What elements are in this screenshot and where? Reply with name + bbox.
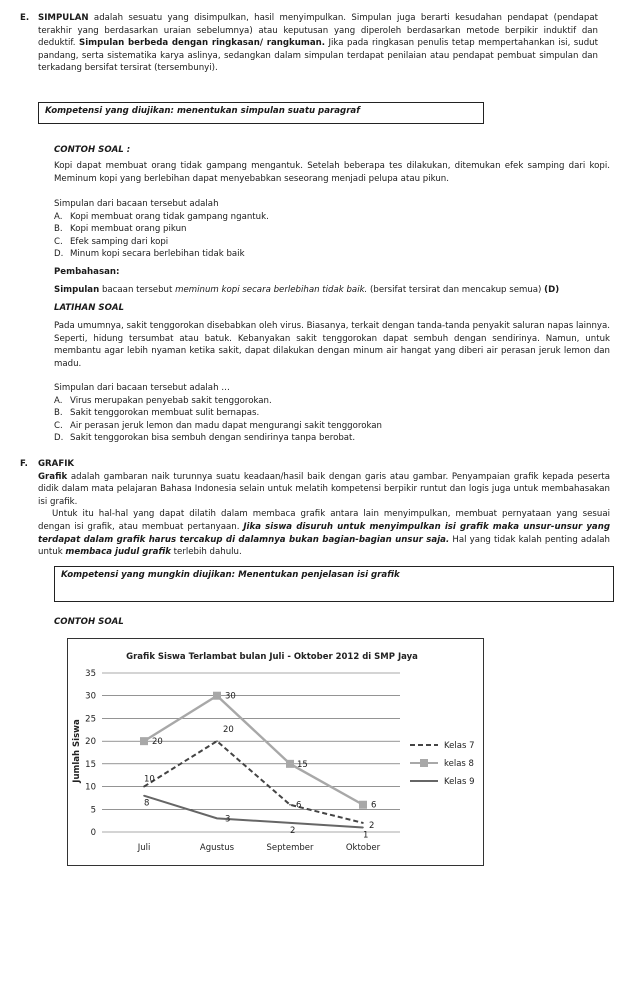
data-label: 6 [296, 800, 302, 811]
paragraph-text: adalah sesuatu yang disimpulkan, hasil menyimpulkan. Simpulan juga berarti kesudahan pendapat (pendapat terakhir yang berdasarkan uraian sebelumnya) atau keputusan yang diperoleh berdasarkan metode berpikir induktif dan deduktif. [38, 13, 598, 49]
data-point [362, 827, 364, 829]
option-text: Sakit tenggorokan membuat sulit bernapas. [70, 408, 260, 419]
section-e [20, 12, 598, 75]
option-item [54, 432, 610, 445]
y-tick-label: 10 [85, 782, 96, 793]
data-point [362, 822, 364, 824]
kompetensi-text: Kompetensi yang diujikan: menentukan simpulan suatu paragraf [45, 106, 360, 116]
option-letter: C. [54, 420, 63, 431]
option-item [54, 395, 610, 408]
x-tick-label: September [266, 843, 314, 853]
paragraph-text: Jika pada ringkasan penulis tetap mempertahankan isi, sudut pandang, serta sistematika karya aslinya, sedangkan dalam simpulan terdapat penilaian atau pendapat pembuat simpulan dan terkadang bersifat tersirat (tersembunyi). [38, 38, 598, 74]
series-line-kelas-7 [144, 741, 363, 823]
kompetensi-box-f [54, 566, 614, 602]
grid-layer [85, 669, 400, 853]
chart-frame [67, 638, 484, 866]
data-point-marker [286, 760, 294, 768]
kompetensi-box-e [38, 102, 484, 124]
y-axis-label: Jumlah Siswa [72, 719, 82, 783]
question-text: Simpulan dari bacaan tersebut adalah … [54, 383, 230, 393]
series-line-kelas-8 [144, 696, 363, 805]
kompetensi-text: Kompetensi yang mungkin diujikan: Menentukan penjelasan isi grafik [61, 570, 400, 580]
data-label: 2 [290, 825, 296, 836]
paragraph-text: Hal yang tidak kalah penting adalah untuk [38, 534, 610, 558]
option-item [54, 420, 610, 433]
option-text: Efek samping dari kopi [70, 236, 169, 247]
data-label: 6 [371, 800, 377, 811]
contoh-text: Kopi dapat membuat orang tidak gampang mengantuk. Setelah beberapa tes dilakukan, ditemukan efek samping dari kopi. Meminum kopi yang berlebihan dapat menyebabkan seseorang menjadi pelupa atau pikun. [54, 161, 610, 184]
option-item [54, 211, 610, 224]
legend-layer [410, 741, 475, 787]
contoh-heading: CONTOH SOAL : [54, 145, 131, 155]
option-item [54, 248, 610, 261]
pembahasan-italic: meminum kopi secara berlebihan tidak baik. [175, 285, 368, 295]
legend-marker [420, 759, 428, 767]
option-text: Sakit tenggorokan bisa sembuh dengan sendirinya tanpa berobat. [70, 433, 356, 444]
y-tick-label: 15 [85, 759, 96, 770]
option-letter: C. [54, 236, 63, 247]
option-letter: B. [54, 408, 63, 419]
chart-title: Grafik Siswa Terlambat bulan Juli - Oktober 2012 di SMP Jaya [126, 652, 418, 662]
option-letter: B. [54, 224, 63, 235]
options-list [54, 395, 610, 445]
data-point [143, 786, 145, 788]
grafik-paragraph-1 [38, 471, 610, 509]
section-title: GRAFIK [38, 459, 75, 469]
option-text: Air perasan jeruk lemon dan madu dapat mengurangi sakit tenggorokan [70, 420, 383, 431]
data-label: 30 [225, 691, 236, 702]
option-letter: D. [54, 249, 64, 260]
paragraph-text: terlebih dahulu. [170, 547, 242, 558]
x-tick-label: Juli [137, 843, 151, 853]
paragraph-bold: Grafik [38, 471, 68, 482]
x-tick-label: Oktober [345, 843, 381, 853]
y-tick-label: 20 [85, 737, 96, 748]
legend-label: Kelas 7 [444, 741, 475, 751]
data-label: 15 [297, 759, 308, 770]
data-point [289, 822, 291, 824]
legend-label: Kelas 9 [444, 777, 475, 787]
paragraph-bold-italic: Jika siswa disuruh untuk menyimpulkan isi grafik maka unsur-unsur yang terdapat dalam grafik harus tercakup di dalamnya bukan bagian-bagian unsur saja. [38, 521, 611, 545]
contoh-heading-f: CONTOH SOAL [54, 617, 124, 627]
data-label: 2 [369, 820, 375, 831]
option-item [54, 407, 610, 420]
option-letter: A. [54, 211, 63, 222]
data-point-marker [213, 692, 221, 700]
y-tick-label: 35 [85, 669, 96, 679]
y-tick-label: 25 [85, 714, 96, 725]
x-tick-label: Agustus [199, 843, 235, 853]
option-text: Virus merupakan penyebab sakit tenggorokan. [70, 395, 272, 406]
option-letter: A. [54, 395, 63, 406]
y-tick-label: 30 [85, 691, 96, 702]
y-tick-label: 5 [90, 805, 96, 816]
data-point [289, 804, 291, 806]
data-label: 8 [144, 798, 150, 809]
question-text: Simpulan dari bacaan tersebut adalah [54, 199, 219, 209]
simpulan-paragraph [38, 12, 598, 75]
pembahasan-answer: (D) [544, 285, 560, 295]
series-line-kelas-9 [144, 796, 363, 828]
pembahasan-end: (bersifat tersirat dan mencakup semua) [367, 285, 545, 295]
latihan-question-block [54, 382, 610, 445]
data-point [216, 740, 218, 742]
contoh-question-block [54, 198, 610, 261]
data-point-marker [140, 737, 148, 745]
grafik-paragraph-2 [38, 508, 610, 558]
option-text: Minum kopi secara berlebihan tidak baik [70, 249, 245, 260]
option-text: Kopi membuat orang tidak gampang ngantuk. [70, 211, 269, 222]
pembahasan-heading: Pembahasan: [54, 267, 120, 277]
paragraph-text: Untuk itu hal-hal yang dapat dilatih dalam membaca grafik antara lain menyimpulkan, membuat pernyataan yang sesuai dengan isi grafik, atau membuat pertanyaan. [38, 509, 610, 532]
paragraph-text: adalah gambaran naik turunnya suatu keadaan/hasil baik dengan garis atau gambar. Penyampaian grafik kepada peserta didik dalam mata pelajaran Bahasa Indonesia selain untuk melatih kompetensi berpikir runtut dan logis juga untuk membahasakan isi grafik. [38, 471, 610, 507]
data-label: 10 [144, 774, 155, 785]
data-point-marker [359, 801, 367, 809]
latihan-text: Pada umumnya, sakit tenggorokan disebabkan oleh virus. Biasanya, terkait dengan tanda-tanda penyakit saluran napas lainnya. Seperti, hidung tersumbat atau batuk. Kebanyakan sakit tenggorokan dapat sembuh dengan sendirinya. Namun, untuk membantu agar lebih nyaman ketika sakit, dapat dilakukan dengan minum air hangat yang diberi air perasan jeruk lemon dan madu. [54, 321, 610, 369]
data-label: 3 [225, 814, 231, 825]
option-text: Kopi membuat orang pikun [70, 224, 187, 235]
option-item [54, 236, 610, 249]
options-list [54, 211, 610, 261]
pembahasan-mid: bacaan tersebut [99, 285, 176, 295]
series-layer [140, 692, 367, 829]
y-tick-label: 0 [90, 828, 96, 838]
data-point [143, 795, 145, 797]
section-title: SIMPULAN [38, 13, 89, 23]
pembahasan-bold: Simpulan [54, 285, 100, 295]
line-chart [68, 639, 483, 865]
paragraph-bold-italic: membaca judul grafik [65, 547, 171, 558]
legend-label: kelas 8 [444, 759, 474, 769]
latihan-heading: LATIHAN SOAL [54, 303, 125, 313]
section-f [20, 458, 611, 559]
option-item [54, 223, 610, 236]
data-label: 1 [363, 830, 369, 841]
section-letter: E. [20, 13, 30, 23]
pembahasan-text [54, 284, 614, 297]
section-letter: F. [20, 459, 28, 469]
data-point [216, 818, 218, 820]
paragraph-bold: Simpulan berbeda dengan ringkasan/ rangkuman. [79, 38, 325, 49]
data-label: 20 [152, 737, 163, 748]
option-letter: D. [54, 433, 64, 444]
data-label: 20 [223, 725, 234, 736]
